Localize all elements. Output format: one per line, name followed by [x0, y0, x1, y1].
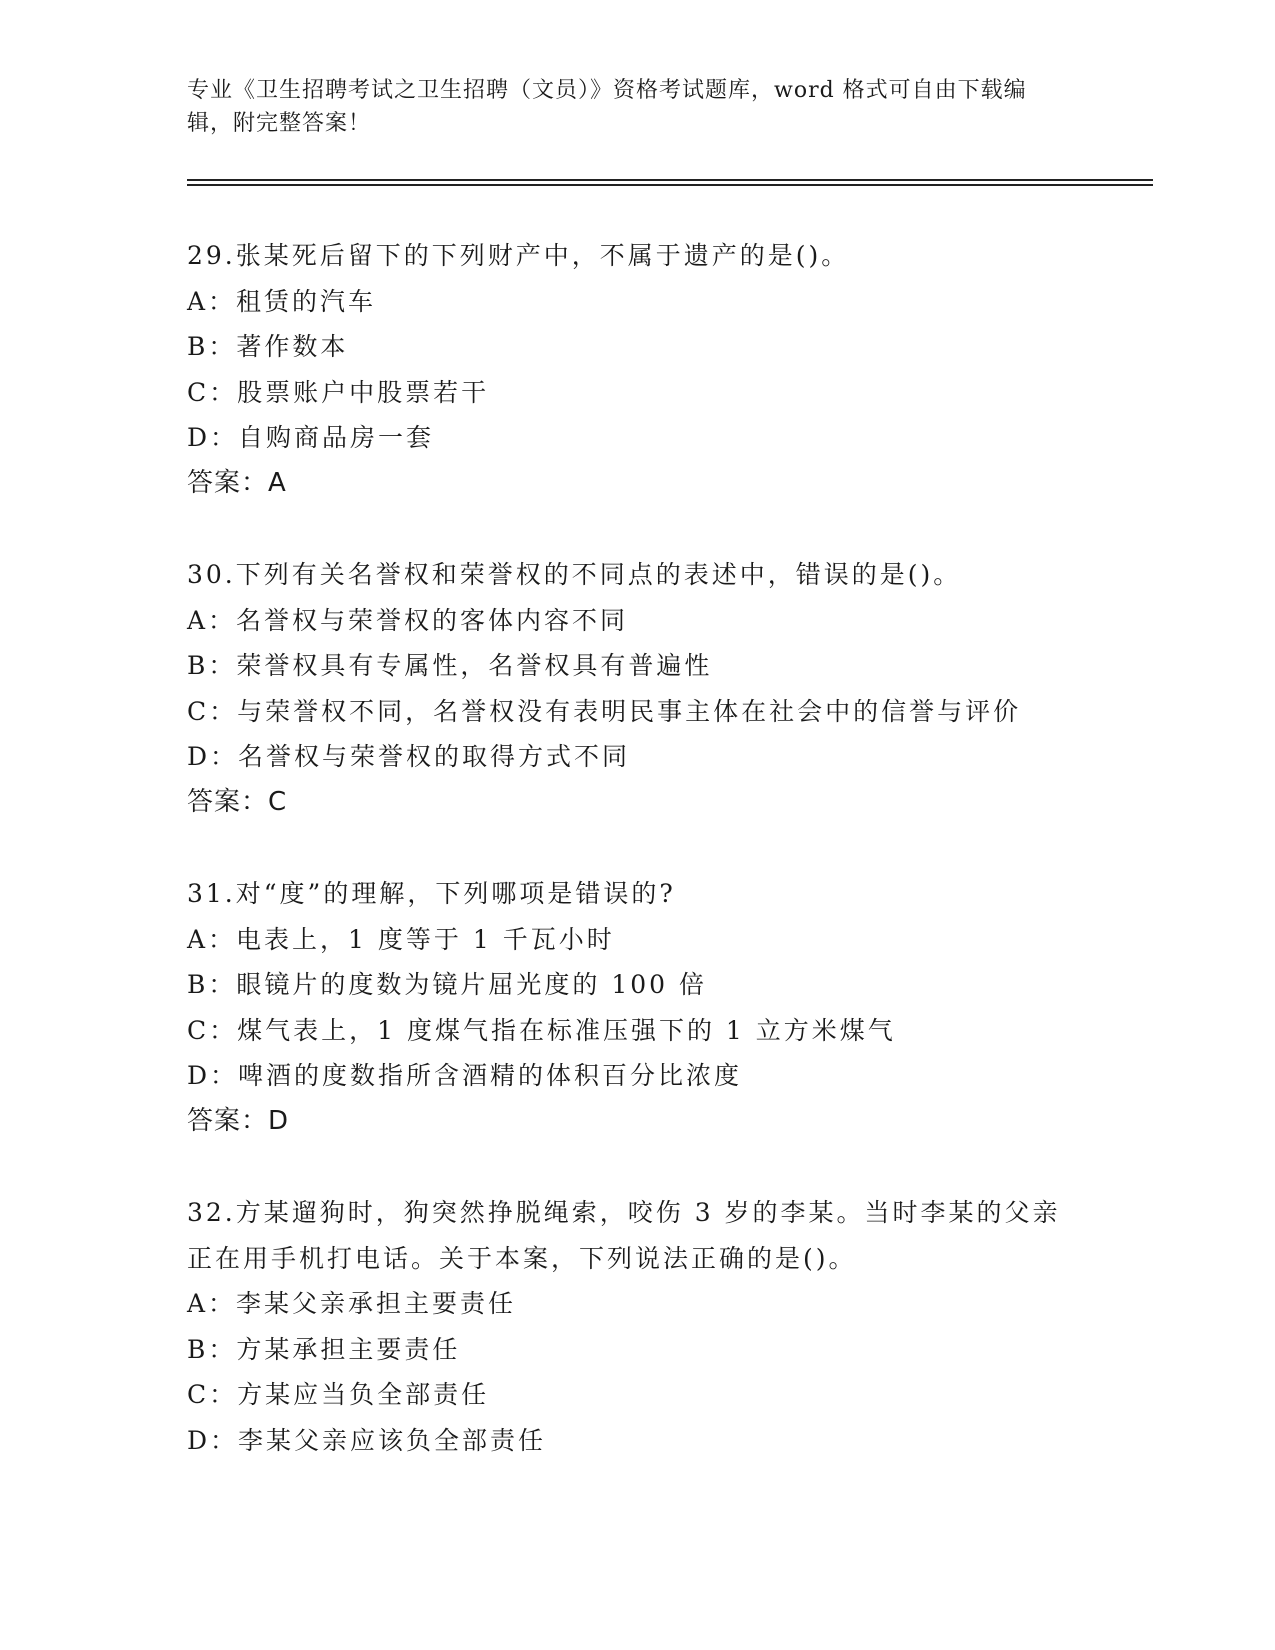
option-d: D：李某父亲应该负全部责任 — [187, 1425, 547, 1455]
question-31 — [187, 871, 1147, 1144]
option-b: B：荣誉权具有专属性，名誉权具有普遍性 — [187, 651, 713, 680]
option-b: B：著作数本 — [187, 332, 349, 361]
option-d: D：名誉权与荣誉权的取得方式不同 — [187, 742, 631, 771]
question-32 — [187, 1190, 1147, 1463]
option-d: D：自购商品房一套 — [187, 423, 435, 452]
option-c: C：股票账户中股票若干 — [187, 377, 490, 407]
answer-label: 答案：D — [187, 1105, 290, 1136]
option-c: C：方某应当负全部责任 — [187, 1380, 490, 1409]
question-stem: 30.下列有关名誉权和荣誉权的不同点的表述中，错误的是()。 — [187, 560, 962, 589]
option-c: C：煤气表上，1 度煤气指在标准压强下的 1 立方米煤气 — [187, 1015, 896, 1045]
option-c: C：与荣誉权不同，名誉权没有表明民事主体在社会中的信誉与评价 — [187, 696, 1022, 726]
answer-label: 答案：C — [187, 786, 288, 817]
option-b: B：眼镜片的度数为镜片屈光度的 100 倍 — [187, 970, 707, 999]
header-divider-top — [187, 179, 1153, 181]
question-30 — [187, 552, 1147, 825]
option-d: D：啤酒的度数指所含酒精的体积百分比浓度 — [187, 1061, 743, 1090]
document-header: 专业《卫生招聘考试之卫生招聘（文员）》资格考试题库，word 格式可自由下载编辑，附完整答案！ — [187, 78, 1027, 136]
header-divider-bottom — [187, 184, 1153, 186]
question-29 — [187, 233, 1147, 506]
option-a: A：李某父亲承担主要责任 — [187, 1289, 517, 1318]
question-stem: 31.对“度”的理解，下列哪项是错误的? — [187, 879, 676, 908]
option-b: B：方某承担主要责任 — [187, 1334, 461, 1364]
question-stem-line-2: 正在用手机打电话。关于本案，下列说法正确的是()。 — [187, 1243, 857, 1273]
option-a: A：电表上，1 度等于 1 千瓦小时 — [187, 924, 615, 954]
question-stem: 29.张某死后留下的下列财产中，不属于遗产的是()。 — [187, 241, 850, 270]
answer-label: 答案：A — [187, 467, 287, 498]
option-a: A：名誉权与荣誉权的客体内容不同 — [187, 605, 629, 635]
option-a: A：租赁的汽车 — [187, 286, 377, 316]
question-stem-line-1: 32.方某遛狗时，狗突然挣脱绳索，咬伤 3 岁的李某。当时李某的父亲 — [187, 1198, 1061, 1227]
